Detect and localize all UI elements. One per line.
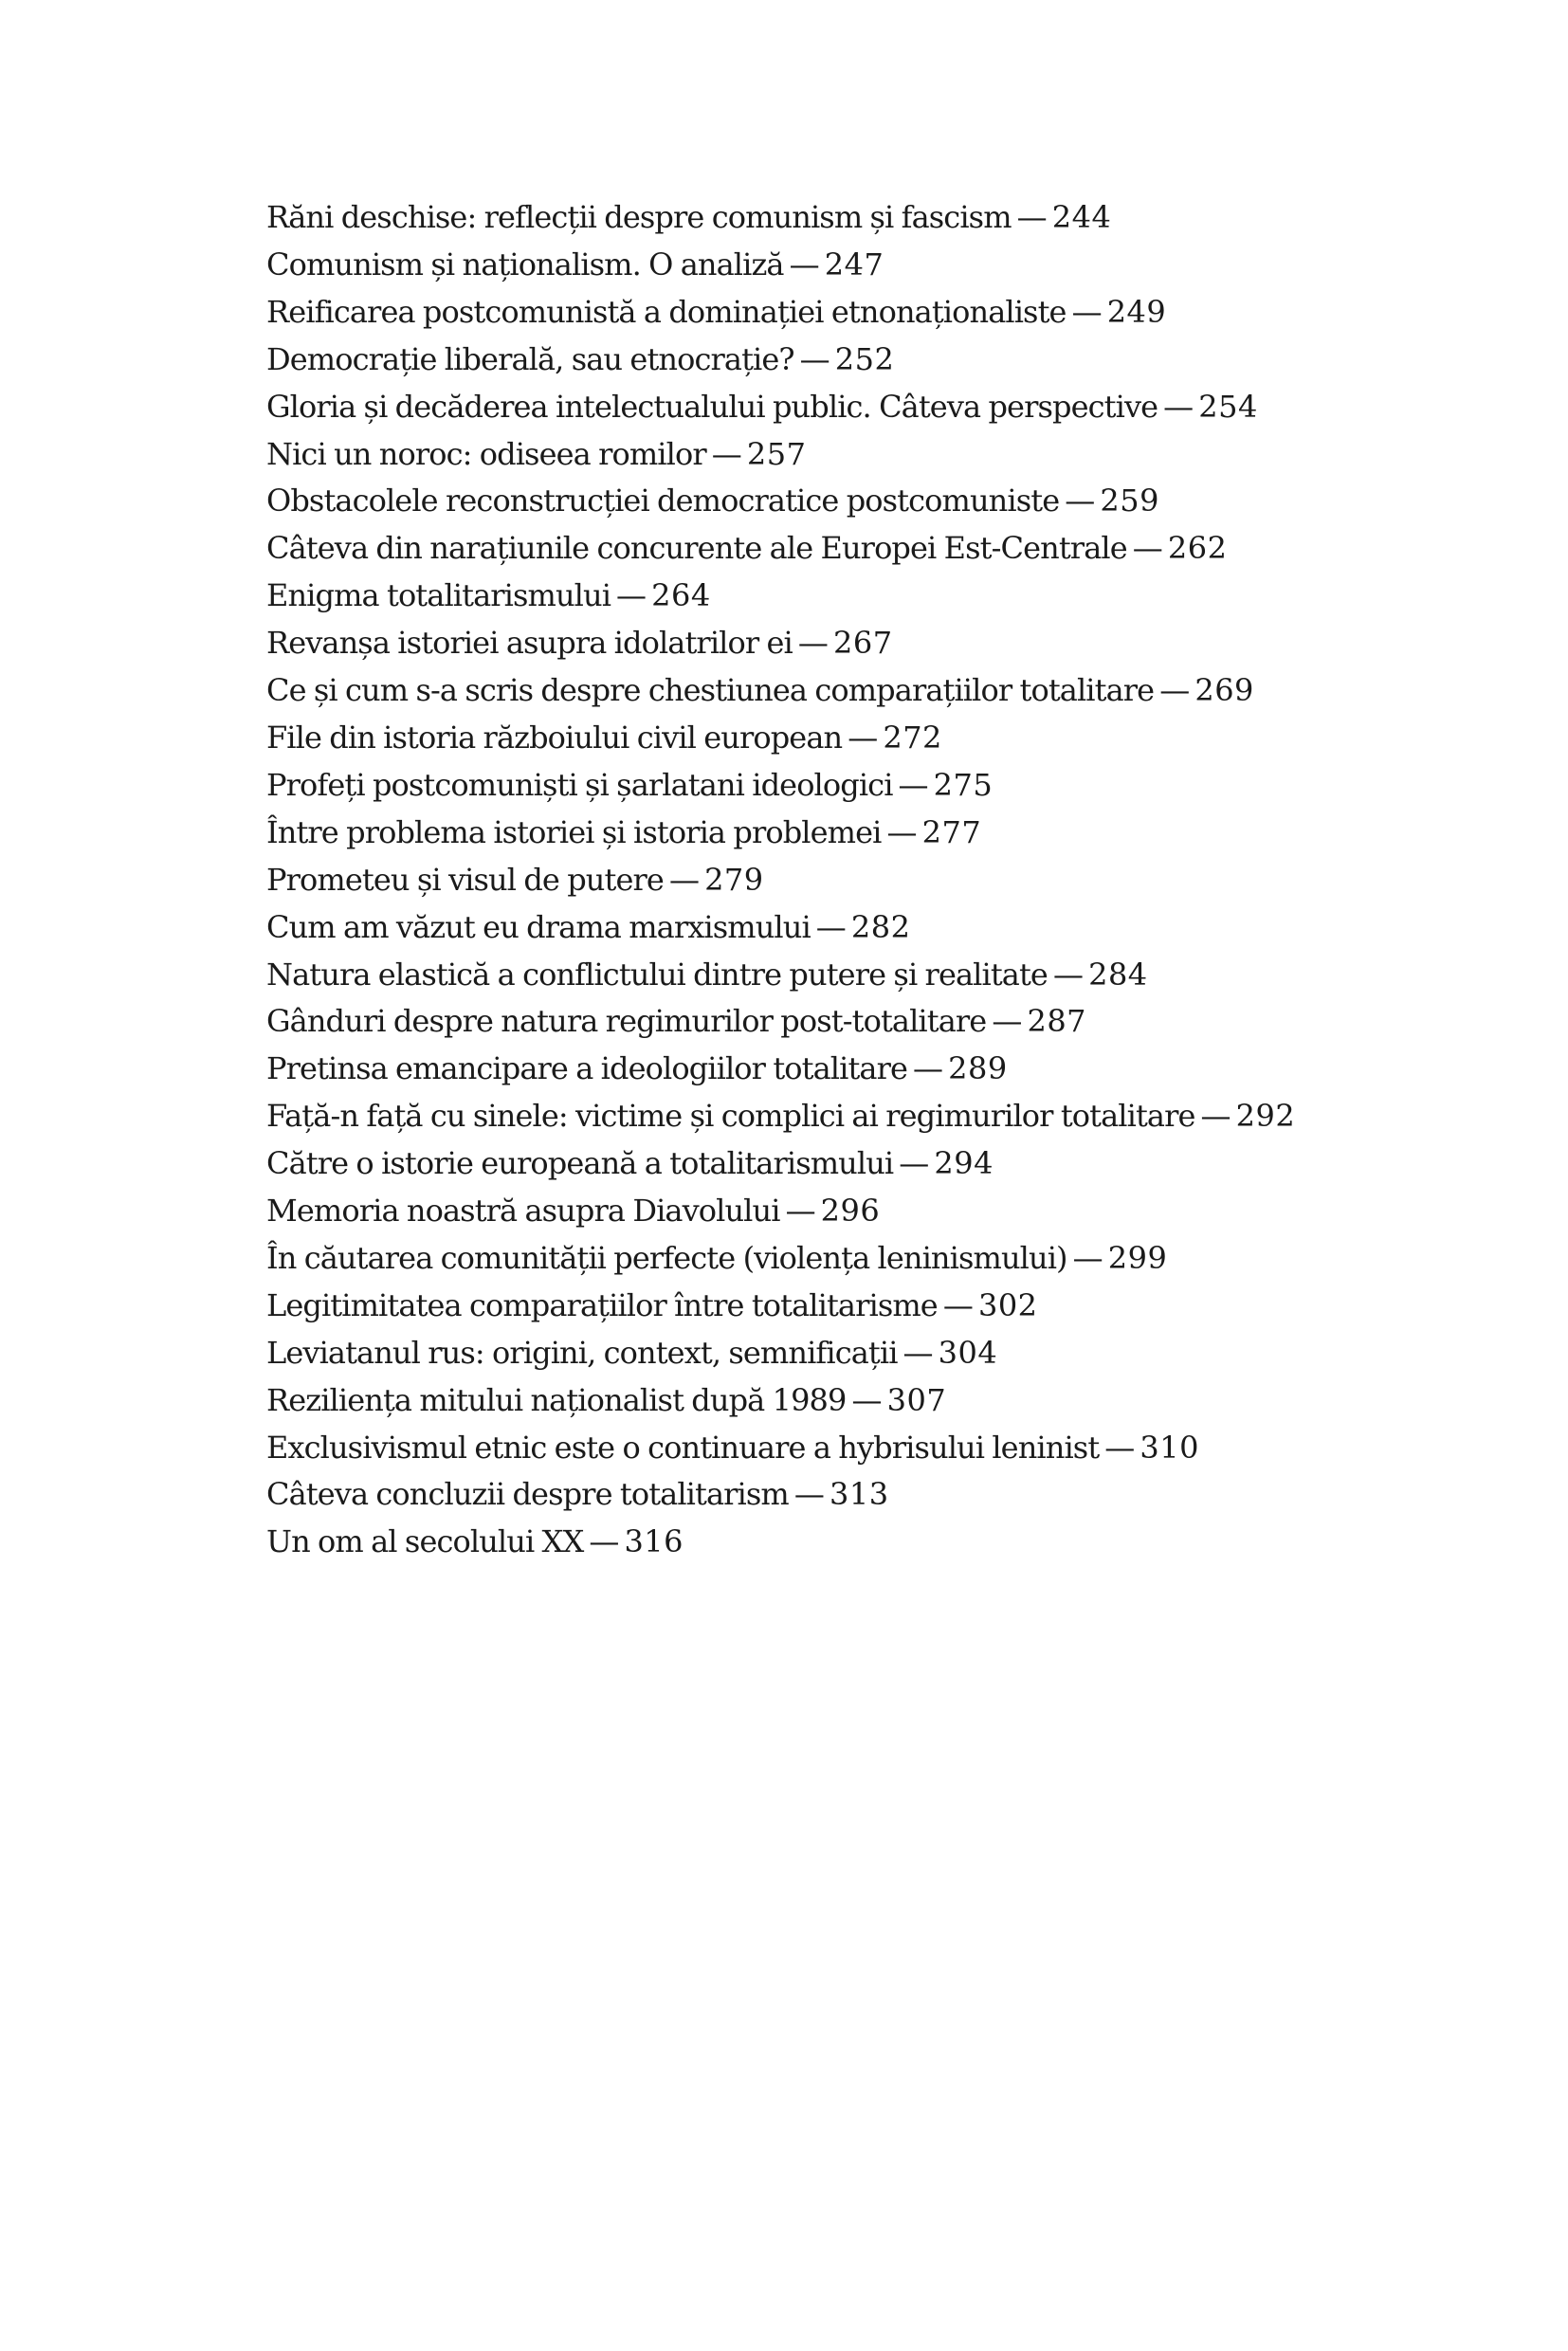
toc-entry [266,1283,1499,1330]
toc-entry [266,1330,1499,1377]
toc-entry [266,715,1499,762]
toc-separator: — [711,435,741,472]
toc-separator: — [992,1003,1022,1040]
toc-page-number: 264 [651,577,711,614]
toc-separator: — [942,1286,973,1323]
toc-separator: — [851,1381,882,1418]
toc-entry-title: Gloria și decăderea intelectualului public. Câteva perspective [266,388,1158,425]
toc-separator: — [1071,293,1102,330]
toc-page-number: 249 [1106,293,1167,330]
toc-separator: — [616,577,647,614]
toc-entry-title: Enigma totalitarismului [266,577,611,614]
toc-entry [266,194,1499,242]
toc-entry-title: Câteva concluzii despre totalitarism [266,1476,789,1513]
toc-separator: — [1159,672,1190,709]
toc-entry [266,337,1499,384]
toc-page-number: 313 [829,1476,889,1513]
toc-entry-title: Comunism și naționalism. O analiză [266,246,784,282]
toc-page-number: 310 [1140,1429,1199,1466]
toc-entry [266,573,1499,620]
toc-separator: — [668,861,700,898]
toc-page-number: 287 [1027,1003,1087,1040]
toc-separator: — [1104,1429,1135,1466]
toc-entry [266,1519,1499,1566]
toc-entry [266,478,1499,525]
toc-separator: — [903,1334,933,1371]
toc-entry-title: Ce și cum s-a scris despre chestiunea comparațiilor totalitare [266,672,1155,709]
toc-entry-title: Câteva din narațiunile concurente ale Europei Est-Centrale [266,530,1127,567]
toc-entry [266,242,1499,289]
toc-page-number: 304 [938,1334,998,1371]
toc-entry [266,762,1499,810]
toc-page-number: 282 [850,908,911,945]
toc-page-number: 279 [704,861,764,898]
toc-separator: — [815,908,846,945]
toc-page-number: 254 [1198,388,1258,425]
toc-entry-title: În căutarea comunității perfecte (violența leninismului) [266,1239,1067,1276]
toc-entry [266,525,1499,573]
toc-page-number: 277 [921,813,982,850]
toc-page-number: 316 [624,1523,684,1560]
toc-page-number: 267 [833,625,893,662]
toc-entry [266,1471,1499,1519]
toc-entry-title: File din istoria războiului civil european [266,719,843,756]
toc-entry [266,1235,1499,1283]
toc-separator: — [1016,199,1047,235]
toc-entry-title: Reificarea postcomunistă a dominației etnonaționaliste [266,293,1067,330]
toc-entry [266,998,1499,1046]
table-of-contents [266,194,1499,1566]
toc-separator: — [1052,956,1084,993]
toc-entry-title: Către o istorie europeană a totalitarismului [266,1145,894,1182]
toc-page-number: 272 [883,719,942,756]
toc-page-number: 296 [820,1193,881,1230]
toc-entry-title: Un om al secolului XX [266,1523,584,1560]
toc-entry [266,667,1499,715]
toc-page-number: 275 [933,766,994,803]
toc-entry-title: Memoria noastră asupra Diavolului [266,1193,780,1230]
toc-separator: — [1132,530,1162,567]
toc-page-number: 244 [1051,199,1112,235]
toc-entry-title: Nici un noroc: odiseea romilor [266,435,706,472]
toc-separator: — [1163,388,1194,425]
toc-entry [266,1046,1499,1093]
toc-separator: — [1065,483,1095,519]
toc-entry-title: Gânduri despre natura regimurilor post-totalitare [266,1003,987,1040]
toc-page-number: 292 [1235,1098,1296,1135]
toc-entry-title: Revanșa istoriei asupra idolatrilor ei [266,625,793,662]
toc-entry [266,857,1499,904]
toc-separator: — [799,340,830,377]
toc-page-number: 259 [1100,483,1159,519]
toc-page-number: 294 [934,1145,994,1182]
toc-entry-title: Legitimitatea comparațiilor între totalitarisme [266,1286,938,1323]
toc-entry [266,1377,1499,1425]
toc-entry-title: Profeți postcomuniști și șarlatani ideologici [266,766,893,803]
toc-entry [266,431,1499,479]
toc-entry [266,289,1499,337]
toc-separator: — [793,1476,824,1513]
toc-page-number: 257 [746,435,807,472]
toc-entry-title: Cum am văzut eu drama marxismului [266,908,811,945]
toc-entry [266,620,1499,667]
toc-entry-title: Exclusivismul etnic este o continuare a hybrisului leninist [266,1429,1100,1466]
toc-page-number: 269 [1194,672,1254,709]
toc-entry-title: Reziliența mitului naționalist după 1989 [266,1381,847,1418]
toc-separator: — [899,1145,929,1182]
toc-separator: — [797,625,829,662]
toc-separator: — [898,766,928,803]
toc-entry-title: Față-n față cu sinele: victime și complici ai regimurilor totalitare [266,1098,1195,1135]
toc-page-number: 307 [886,1381,947,1418]
toc-separator: — [589,1523,619,1560]
toc-entry-title: Leviatanul rus: origini, context, semnificații [266,1334,898,1371]
toc-page-number: 299 [1107,1239,1168,1276]
toc-separator: — [913,1050,943,1087]
toc-separator: — [886,813,917,850]
toc-entry-title: Democrație liberală, sau etnocrație? [266,340,794,377]
toc-entry [266,1140,1499,1188]
toc-page-number: 302 [977,1286,1038,1323]
toc-separator: — [785,1193,815,1230]
toc-separator: — [848,719,878,756]
toc-page-number: 247 [824,246,884,282]
toc-entry-title: Obstacolele reconstrucției democratice postcomuniste [266,483,1060,519]
toc-entry [266,952,1499,999]
toc-page-number: 252 [834,340,895,377]
toc-separator: — [1072,1239,1103,1276]
toc-entry-title: Prometeu și visul de putere [266,861,664,898]
toc-entry [266,810,1499,857]
toc-page-number: 289 [948,1050,1008,1087]
toc-page-number: 262 [1167,530,1228,567]
toc-separator: — [789,246,819,282]
toc-entry [266,384,1499,431]
toc-entry-title: Răni deschise: reflecții despre comunism și fascism [266,199,1012,235]
toc-entry [266,1093,1499,1140]
toc-entry-title: Între problema istoriei și istoria problemei [266,813,882,850]
toc-separator: — [1200,1098,1231,1135]
toc-entry [266,1188,1499,1235]
toc-entry-title: Pretinsa emancipare a ideologiilor totalitare [266,1050,908,1087]
toc-page-number: 284 [1088,956,1148,993]
toc-entry [266,904,1499,952]
toc-entry [266,1425,1499,1472]
toc-entry-title: Natura elastică a conflictului dintre putere și realitate [266,956,1048,993]
